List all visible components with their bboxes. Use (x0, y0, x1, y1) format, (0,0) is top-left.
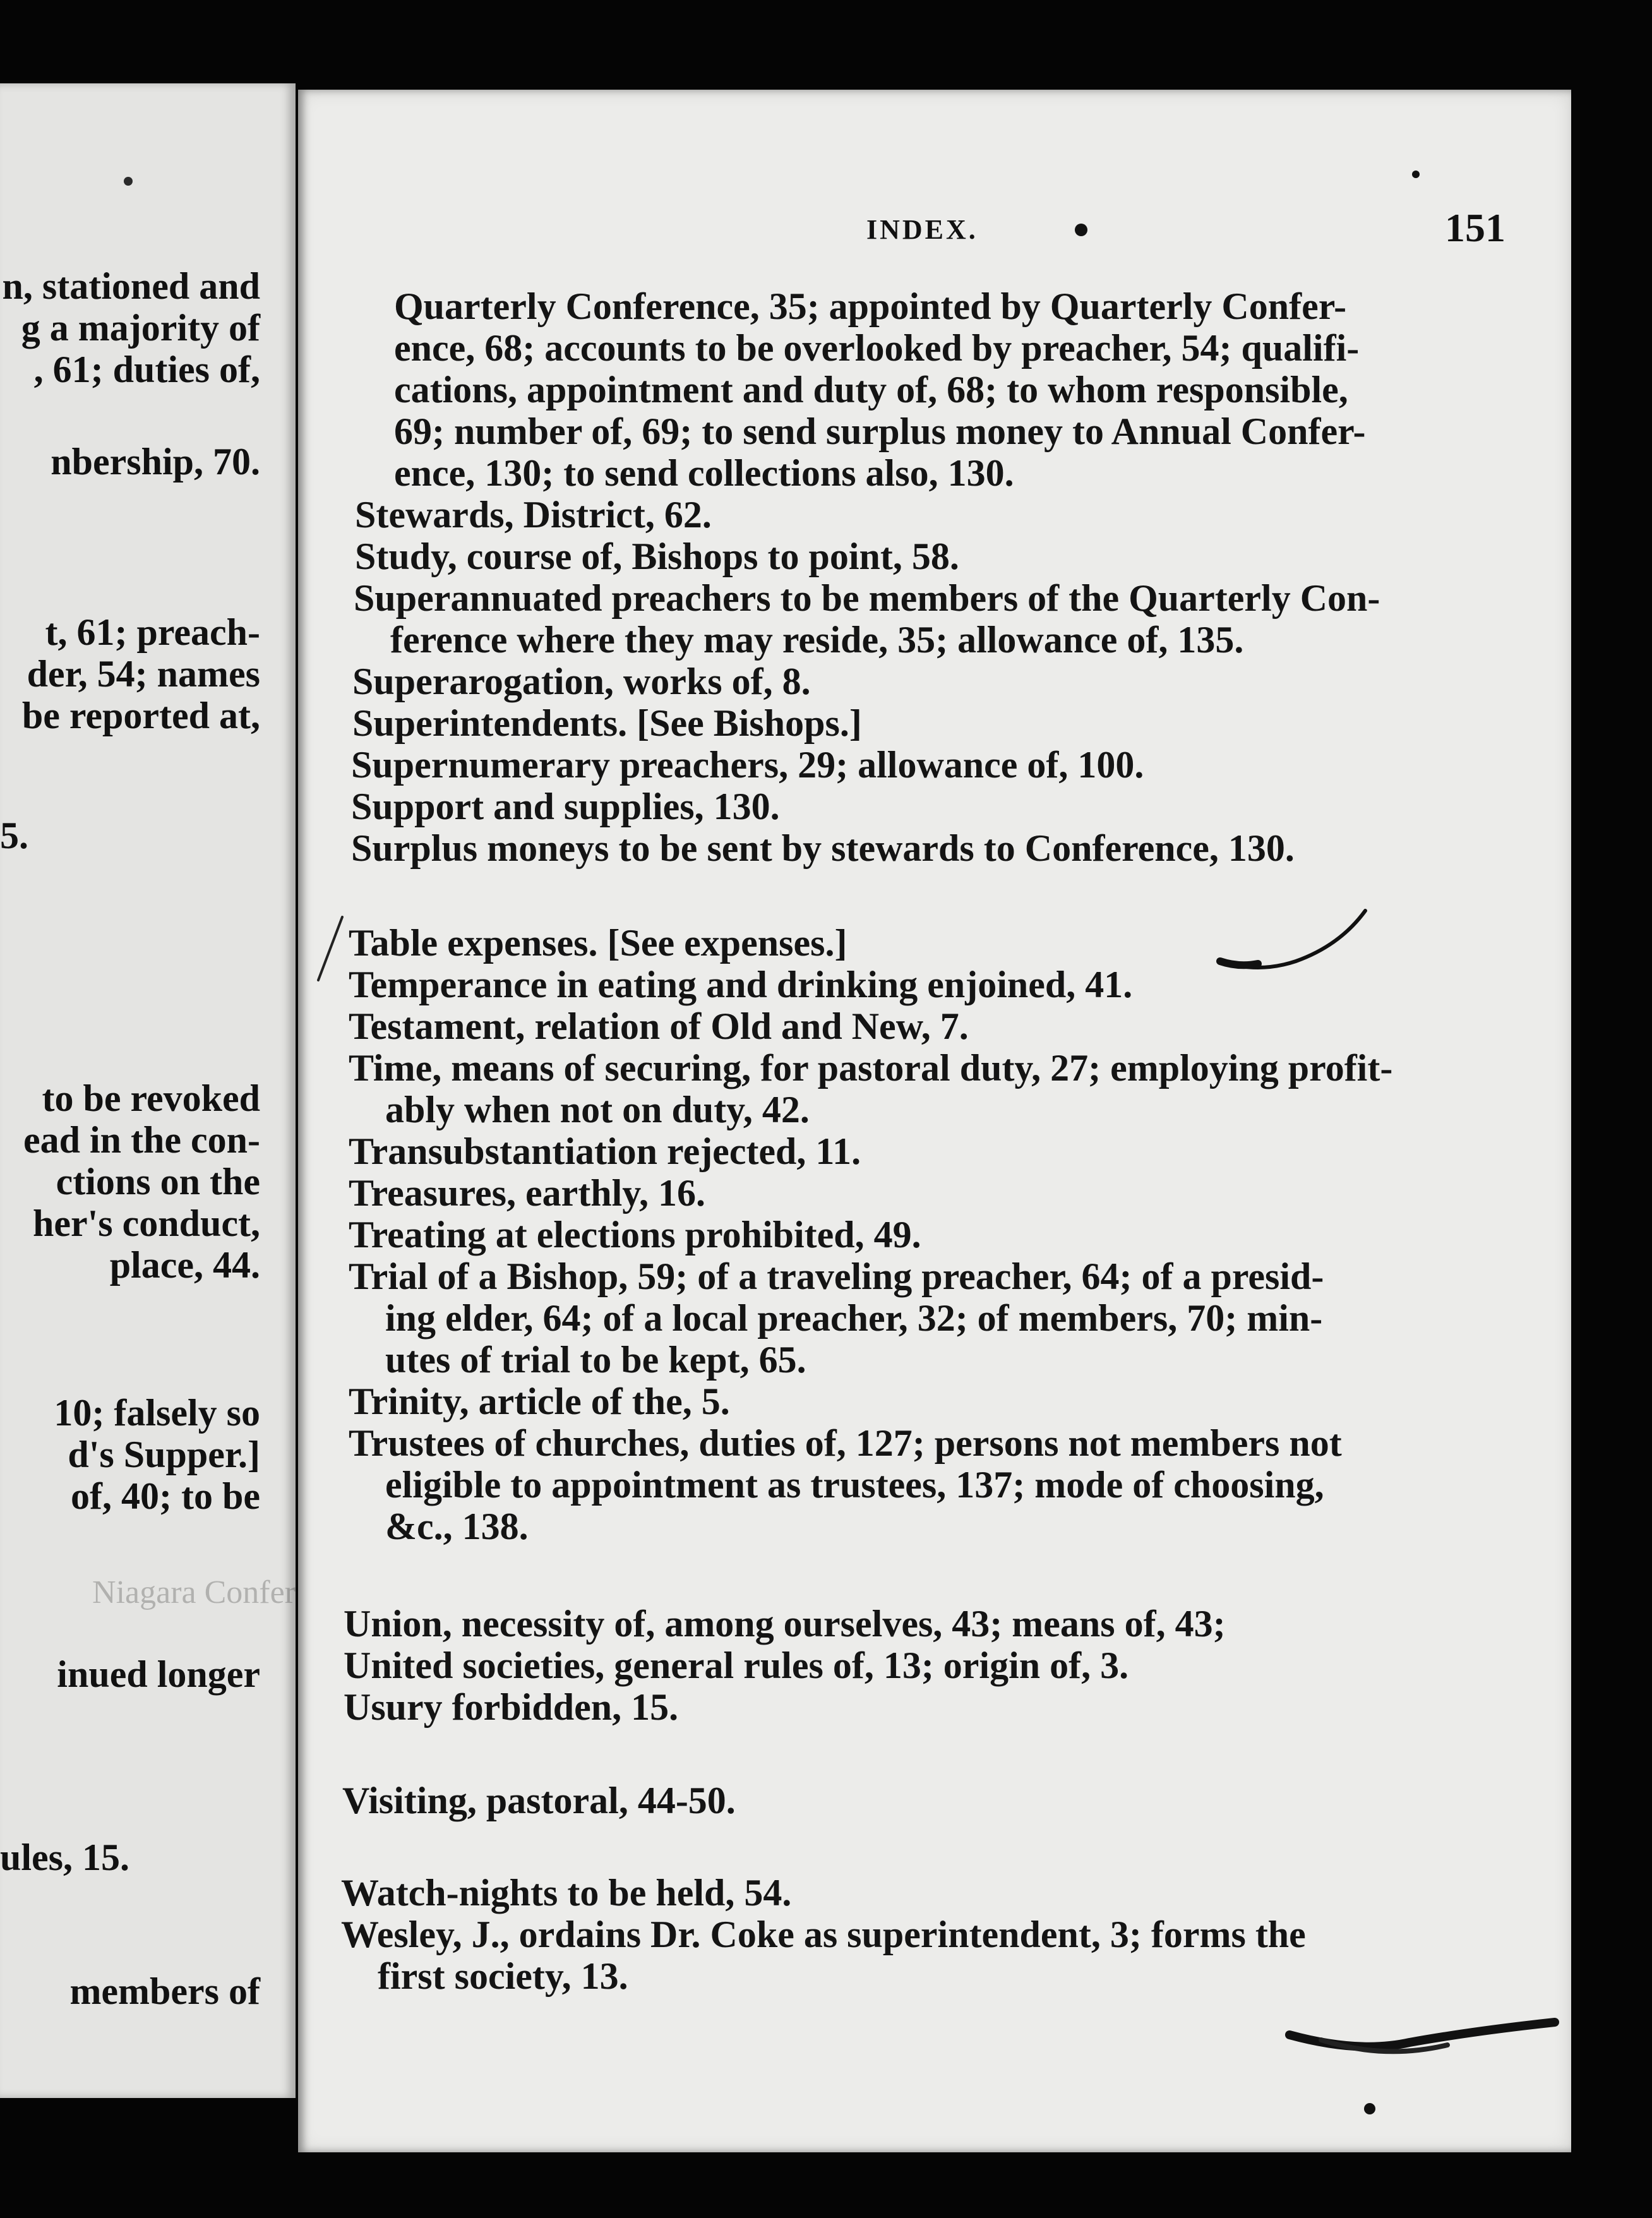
pencil-check-mark (1214, 898, 1378, 986)
left-page-fragment (0, 83, 296, 2098)
ink-speck (1364, 2103, 1375, 2114)
index-entry-line: Stewards, District, 62. (355, 494, 712, 536)
page-number: 151 (1445, 205, 1505, 250)
index-entry-line: Trustees of churches, duties of, 127; persons not members not (349, 1422, 1342, 1464)
index-entry-line: Support and supplies, 130. (351, 786, 780, 827)
index-entry-line: eligible to appointment as trustees, 137; mode of choosing, (385, 1464, 1324, 1506)
index-entry-line: ing elder, 64; of a local preacher, 32; of members, 70; min- (385, 1297, 1323, 1339)
index-entry-line: Union, necessity of, among ourselves, 43; means of, 43; (344, 1603, 1226, 1645)
index-entry-line: Treasures, earthly, 16. (349, 1172, 705, 1214)
index-entry-line: Supernumerary preachers, 29; allowance of, 100. (351, 744, 1144, 786)
left-page-line: der, 54; names (27, 653, 260, 695)
index-entry-line: ference where they may reside, 35; allowance of, 135. (390, 619, 1244, 661)
left-page-line: nbership, 70. (51, 441, 260, 483)
left-page-line: ules, 15. (0, 1837, 130, 1878)
index-entry-line: Usury forbidden, 15. (344, 1686, 679, 1728)
left-page-line: be reported at, (21, 695, 260, 736)
index-entry-line: utes of trial to be kept, 65. (385, 1339, 806, 1381)
index-entry-line: Superannuated preachers to be members of the Quarterly Con- (354, 577, 1380, 619)
index-entry-line: Treating at elections prohibited, 49. (349, 1214, 921, 1256)
index-entry-line: Trinity, article of the, 5. (349, 1381, 730, 1422)
index-entry-line: Transubstantiation rejected, 11. (349, 1130, 861, 1172)
index-entry-line: Superarogation, works of, 8. (352, 661, 811, 702)
left-page-line: , 61; duties of, (33, 349, 260, 390)
left-page-line: g a majority of (21, 307, 260, 349)
index-entry-line: Superintendents. [See Bishops.] (352, 702, 862, 744)
left-page-line: ead in the con- (23, 1119, 260, 1161)
index-entry-line: United societies, general rules of, 13; origin of, 3. (344, 1645, 1129, 1686)
index-entry-line: Quarterly Conference, 35; appointed by Quarterly Confer- (394, 285, 1347, 327)
left-page-line: of, 40; to be (71, 1475, 260, 1517)
ink-speck (124, 177, 133, 186)
index-entry-line: ably when not on duty, 42. (385, 1089, 810, 1130)
show-through-text: Niagara Confer (92, 1574, 296, 1610)
index-entry-line: ence, 68; accounts to be overlooked by preacher, 54; qualifi- (394, 327, 1360, 369)
index-entry-line: Testament, relation of Old and New, 7. (349, 1005, 969, 1047)
ink-smudge (1283, 2003, 1561, 2066)
left-page-line: ctions on the (56, 1161, 260, 1202)
running-head: INDEX. (866, 214, 978, 245)
index-entry-line: Study, course of, Bishops to point, 58. (355, 536, 959, 577)
left-page-line: n, stationed and (2, 265, 260, 307)
index-entry-line: Wesley, J., ordains Dr. Coke as superintendent, 3; forms the (341, 1914, 1306, 1955)
left-page-line: her's conduct, (33, 1202, 260, 1244)
left-page-line: to be revoked (42, 1077, 260, 1119)
index-entry-line: Surplus moneys to be sent by stewards to Conference, 130. (351, 827, 1295, 869)
left-page-line: members of (69, 1970, 260, 2012)
left-page-line: inued longer (57, 1653, 260, 1695)
left-page-line: 5. (0, 815, 28, 856)
index-entry-line: Visiting, pastoral, 44-50. (342, 1780, 736, 1821)
index-entry-line: &c., 138. (385, 1506, 529, 1547)
printer-dot (1075, 224, 1087, 236)
left-page-line: d's Supper.] (68, 1434, 260, 1475)
left-page-line: t, 61; preach- (45, 611, 260, 653)
index-entry-line: Watch-nights to be held, 54. (341, 1872, 792, 1914)
index-entry-line: ence, 130; to send collections also, 130. (394, 452, 1014, 494)
index-entry-line: Trial of a Bishop, 59; of a traveling preacher, 64; of a presid- (349, 1256, 1324, 1297)
index-entry-line: Table expenses. [See expenses.] (349, 922, 847, 964)
index-entry-line: 69; number of, 69; to send surplus money to Annual Confer- (394, 411, 1366, 452)
index-entry-line: Temperance in eating and drinking enjoined, 41. (349, 964, 1133, 1005)
index-entry-line: Time, means of securing, for pastoral duty, 27; employing profit- (349, 1047, 1393, 1089)
pencil-margin-mark (311, 911, 349, 986)
ink-speck (1412, 171, 1420, 178)
left-page-line: 10; falsely so (54, 1392, 260, 1434)
left-page-line: place, 44. (109, 1244, 260, 1286)
index-page (298, 90, 1571, 2152)
index-entry-line: first society, 13. (378, 1955, 628, 1997)
index-entry-line: cations, appointment and duty of, 68; to whom responsible, (394, 369, 1348, 411)
